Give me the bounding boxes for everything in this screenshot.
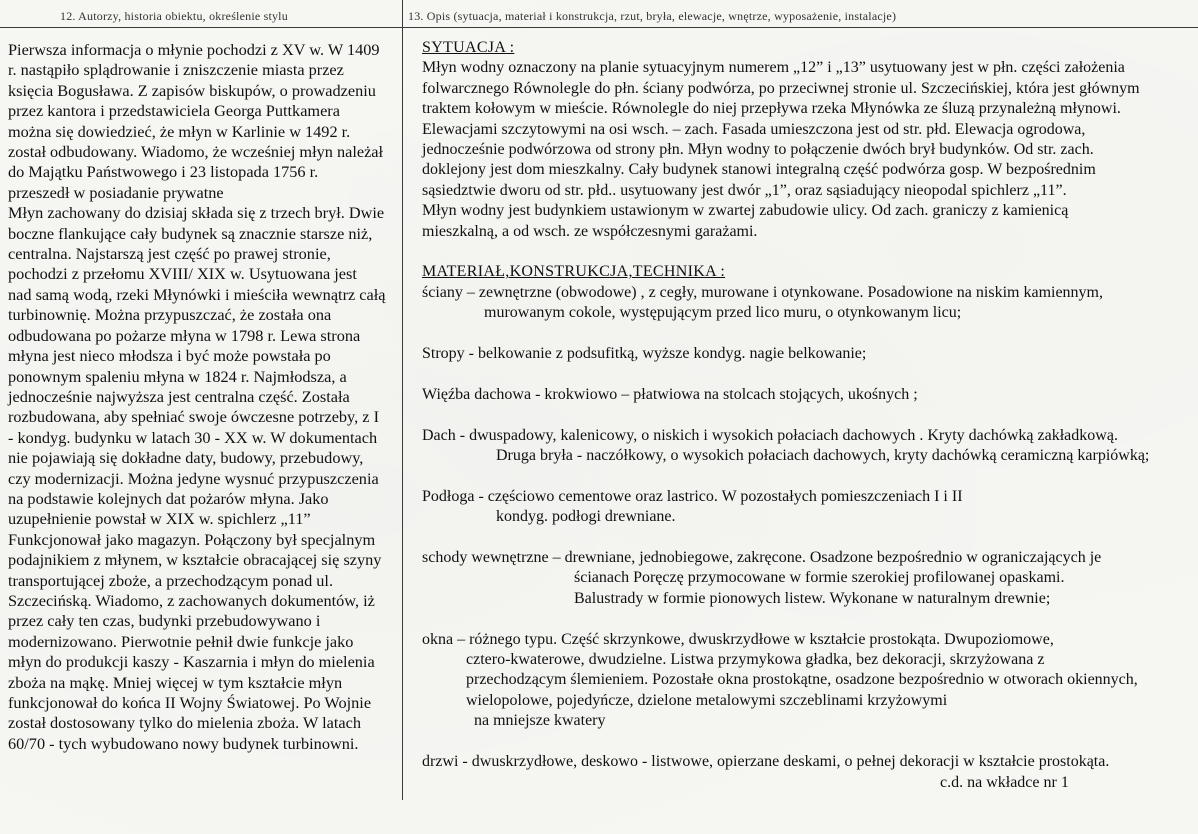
history-line: można się dowiedzieć, że młyn w Karlinie w 1492 r. [8, 121, 351, 141]
history-line: na podstawie kolejnych dat pożarów młyna. Jako [8, 488, 329, 508]
history-line: zboża na mąkę. Mniej więcej w tym kształcie młyn [8, 672, 343, 692]
situation-line: mieszkalną, a od wsch. ze współczesnymi garażami. [422, 222, 758, 240]
history-line: ponownym spaleniu młyna w 1824 r. Najmłodsza, a [8, 366, 347, 386]
history-line: został odbudowany. Wiadomo, że wcześniej młyn należał [8, 142, 384, 162]
history-line: boczne flankujące cały budynek są znacznie starsze niż, [8, 223, 373, 243]
stairs-line-cont-2: Balustrady w formie pionowych listew. Wykonane w naturalnym drewnie; [574, 589, 1051, 607]
history-line: centralna. Najstarszą jest część po prawej stronie, [8, 244, 331, 264]
situation-line: Elewacjami szczytowymi na osi wsch. – zach. Fasada umieszczona jest od str. płd. Elewacja ogrodowa, [422, 120, 1086, 138]
history-line: transportującej zboże, a przechodzącym ponad ul. [8, 570, 334, 590]
situation-heading: SYTUACJA : [422, 39, 515, 56]
history-line: jednocześnie najwyższa jest centralna część. Została [8, 386, 350, 406]
history-line: przez kantora i przedstawiciela Georga Puttkamera [8, 101, 340, 121]
windows-line-cont-2: przechodzącym ślemieniem. Pozostałe okna prostokątne, osadzone bezpośrednio w otworach okiennych, [466, 671, 1138, 689]
description-column-header: 13. Opis (sytuacja, materiał i konstrukcja, rzut, bryła, elewacje, wnętrze, wyposażenie, instalacje) [408, 9, 897, 23]
situation-line: doklejony jest dom mieszkalny. Cały budynek stanowi integralną część podwórza gosp. W bezpośrednim [422, 161, 1096, 179]
situation-line: Młyn wodny oznaczony na planie sytuacyjnym numerem „12” i „13” usytuowany jest w płn. części założenia [422, 59, 1125, 77]
history-line: przez cały ten czas, budynki przebudowywano i [8, 611, 321, 631]
floor-line: Podłoga - częściowo cementowe oraz lastrico. W pozostałych pomieszczeniach I i II [422, 487, 963, 505]
history-column-header: 12. Autorzy, historia obiektu, określenie stylu [60, 9, 288, 23]
windows-line: okna – różnego typu. Część skrzynkowe, dwuskrzydłowe w kształcie prostokąta. Dwupoziomowe, [422, 630, 1054, 648]
history-line: Młyn zachowany do dzisiaj składa się z trzech brył. Dwie [8, 203, 385, 223]
continued-note: c.d. na wkładce nr 1 [940, 773, 1069, 791]
situation-line: traktem kołowym w mieście. Równolegle do niej przepływa rzeka Młynówka ze śluzą przynależną młynowi. [422, 100, 1121, 118]
history-text [8, 40, 398, 754]
history-line: 60/70 - tych wybudowano nowy budynek turbinowni. [8, 733, 359, 753]
doors-line: drzwi - dwuskrzydłowe, deskowo - listwowe, opierzane deskami, o pełnej dekoracji w kształcie prostokąta. [422, 753, 1110, 771]
history-line: modernizowano. Pierwotnie pełnił dwie funkcje jako [8, 631, 354, 651]
history-line: odbudowana po pożarze młyna w 1798 r. Lewa strona [8, 325, 361, 345]
walls-line-cont: murowanym cokole, występującym przed lico muru, o otynkowanym licu; [484, 304, 962, 322]
floor-line-cont: kondyg. podłogi drewniane. [496, 508, 676, 526]
history-line: rozbudowana, aby spełniać swoje ówczesne potrzeby, z I [8, 407, 380, 427]
history-line: Funkcjonował jako magazyn. Połączony był specjalnym [8, 529, 376, 549]
history-line: został dostosowany tylko do mielenia zboża. W latach [8, 713, 361, 733]
roof-line: Dach - dwuspadowy, kalenicowy, o niskich i wysokich połaciach dachowych . Kryty dachówką zakładkową. [422, 426, 1118, 444]
history-line: księcia Bogusława. Z zapisów biskupów, o prowadzeniu [8, 80, 376, 100]
column-divider [402, 0, 403, 800]
history-line: - kondyg. budynku w latach 30 - XX w. W dokumentach [8, 427, 378, 447]
description-text [422, 38, 1192, 793]
history-line: nad samą wodą, rzeki Młynówki i mieściła wewnątrz całą [8, 284, 386, 304]
materials-heading: MATERIAŁ,KONSTRUKCJA,TECHNIKA : [422, 263, 726, 281]
history-line: r. nastąpiło splądrowanie i zniszczenie miasta przez [8, 60, 344, 80]
history-line: pochodzi z przełomu XVIII/ XIX w. Usytuowana jest [8, 264, 357, 284]
stairs-line: schody wewnętrzne – drewniane, jednobiegowe, zakręcone. Osadzone bezpośrednio w ograniczających je [422, 549, 1102, 567]
history-line: uzupełnienie powstał w XIX w. spichlerz „11” [8, 509, 311, 529]
history-line: młyn do produkcji kaszy - Kaszarnia i młyn do mielenia [8, 652, 375, 672]
header-divider [0, 27, 1198, 28]
windows-line-cont: cztero-kwaterowe, dwudzielne. Listwa przymykowa gładka, bez dekoracji, skrzyżowana z [466, 651, 1045, 669]
situation-line: folwarcznego Równolegle do płn. ściany podwórza, po przeciwnej stronie ul. Szczecińskiej, która jest głównym [422, 79, 1140, 97]
situation-line: Młyn wodny jest budynkiem ustawionym w zwartej zabudowie ulicy. Od zach. graniczy z kamienicą [422, 202, 1069, 220]
history-line: przeszedł w posiadanie prywatne [8, 182, 224, 202]
walls-line: ściany – zewnętrzne (obwodowe) , z cegły, murowane i otynkowane. Posadowione na niskim kamiennym, [422, 283, 1103, 301]
history-line: czy modernizacji. Można jedyne wysnuć przypuszczenia [8, 468, 379, 488]
situation-line: sąsiedztwie dworu od str. płd.. usytuowany jest dwór „1”, oraz sąsiadujący nieopodal spichlerz „11”. [422, 181, 1067, 199]
roof-line-cont: Druga bryła - naczółkowy, o wysokich połaciach dachowych, kryty dachówką ceramiczną karpiówką; [496, 447, 1150, 465]
truss-line: Więźba dachowa - krokwiowo – płatwiowa na stolcach stojących, ukośnych ; [422, 385, 918, 403]
windows-line-cont-3: wielopolowe, pojedyńcze, dzielone metalowymi szczeblinami krzyżowymi [466, 691, 948, 709]
history-line: turbinownię. Można przypuszczać, że została ona [8, 305, 332, 325]
history-line: funkcjonował do końca II Wojny Światowej. Po Wojnie [8, 693, 372, 712]
history-line: do Majątku Państwowego i 23 listopada 1756 r. [8, 162, 319, 182]
ceilings-line: Stropy - belkowanie z podsufitką, wyższe kondyg. nagie belkowanie; [422, 345, 867, 363]
history-line: podajnikiem z młynem, w kształcie obracającej się szyny [8, 550, 382, 570]
stairs-line-cont: ścianach Poręczę przymocowane w formie szerokiej profilowanej opaskami. [574, 569, 1065, 587]
situation-line: jednocześnie podwórzowa od strony płn. Młyn wodny to połączenie dwóch brył budynków. Od str. zach. [422, 141, 1094, 159]
history-line: Szczecińską. Wiadomo, z zachowanych dokumentów, iż [8, 590, 375, 610]
history-line: młyna jest nieco młodsza i być może powstała po [8, 346, 331, 366]
history-line: nie pojawiają się dokładne daty, budowy, przebudowy, [8, 448, 364, 468]
windows-line-cont-4: na mniejsze kwatery [474, 712, 606, 730]
situation-paragraph [422, 58, 1192, 242]
history-line: Pierwsza informacja o młynie pochodzi z XV w. W 1409 [8, 40, 380, 59]
